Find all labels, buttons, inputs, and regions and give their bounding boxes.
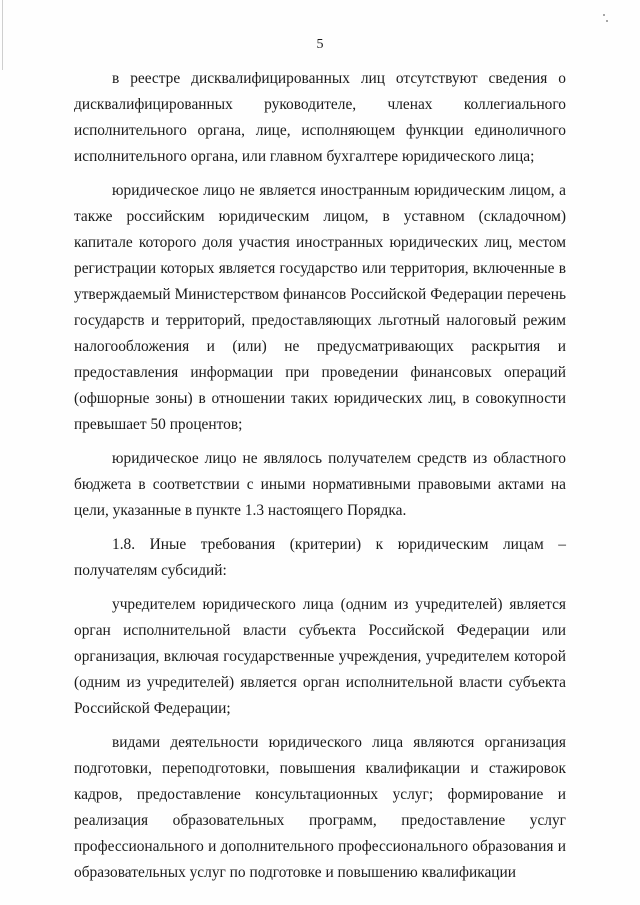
paragraph-section-1-8: 1.8. Иные требования (критерии) к юридическим лицам – получателям субсидий: [74, 536, 566, 579]
document-body [74, 66, 566, 894]
scan-speck [603, 14, 605, 16]
page-number: 5 [316, 37, 324, 52]
scan-speck [606, 20, 608, 22]
scan-edge-line [2, 0, 3, 70]
paragraph-founder: учредителем юридического лица (одним из учредителей) является орган исполнительной власти субъекта Российской Федерации или организация, включая государственные учреждения, учредителем которой (одним из учредителей) является орган исполнительной власти субъекта Российской Федерации; [74, 596, 566, 717]
paragraph-foreign-entity: юридическое лицо не является иностранным юридическим лицом, а также российским юридическим лицом, в уставном (складочном) капитале которого доля участия иностранных юридических лиц, местом регистрации которых является государство или территория, включенные в утверждаемый Министерством финансов Российской Федерации перечень государств и территорий, предоставляющих льготный налоговый режим налогообложения и (или) не предусматривающих раскрытия и предоставления информации при проведении финансовых операций (офшорные зоны) в отношении таких юридических лиц, в совокупности превышает 50 процентов; [74, 182, 566, 433]
paragraph-activities: видами деятельности юридического лица являются организация подготовки, переподготовки, повышения квалификации и стажировок кадров, предоставление консультационных услуг; формирование и реализация образовательных программ, предоставление услуг профессионального и дополнительного профессионального образования и образовательных услуг по подготовке и повышению квалификации [74, 734, 566, 881]
paragraph-disqualified-registry: в реестре дисквалифицированных лиц отсутствуют сведения о дисквалифицированных руководителе, членах коллегиального исполнительного органа, лице, исполняющем функции единоличного исполнительного органа, или главном бухгалтере юридического лица; [74, 70, 566, 165]
paragraph-budget-funds: юридическое лицо не являлось получателем средств из областного бюджета в соответствии с иными нормативными правовыми актами на цели, указанные в пункте 1.3 настоящего Порядка. [74, 450, 566, 519]
